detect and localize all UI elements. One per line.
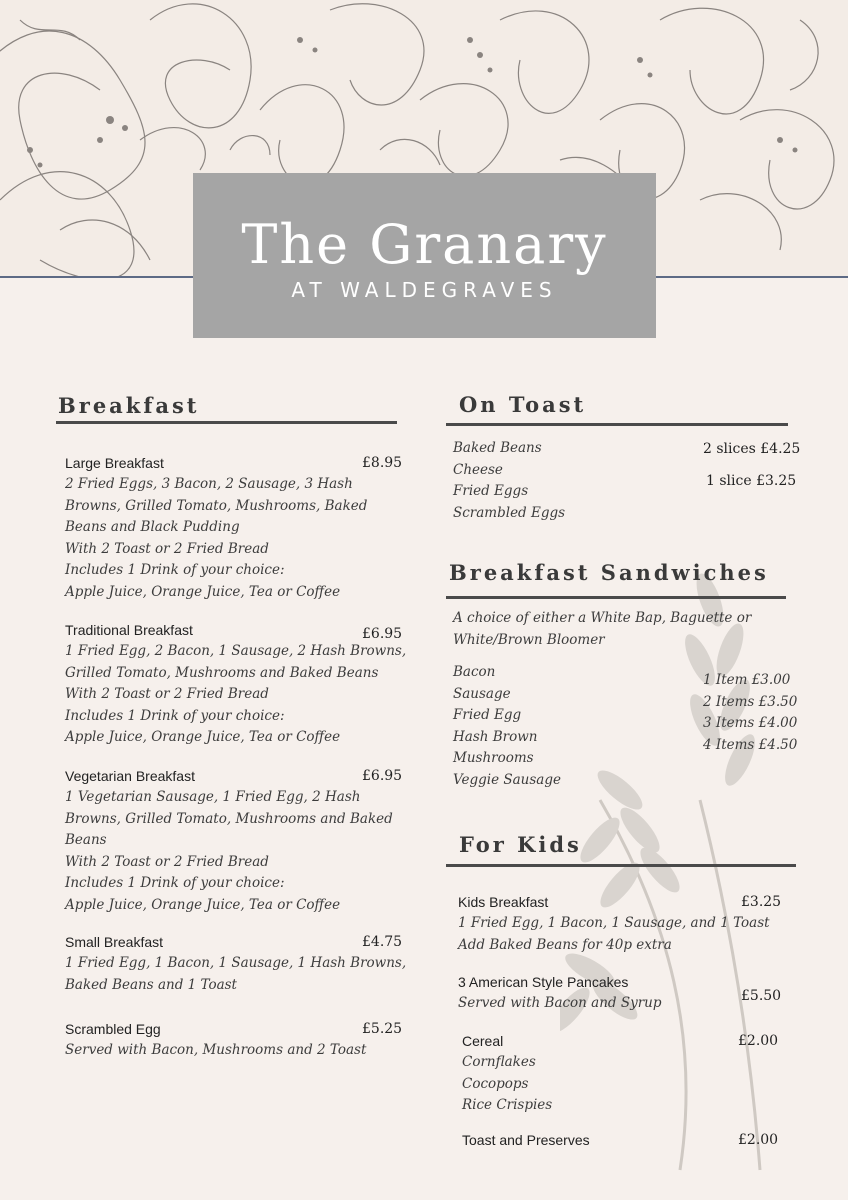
menu-item-price: £4.75: [362, 934, 403, 950]
menu-item-price: £5.25: [362, 1021, 403, 1037]
menu-item-description: 2 Fried Eggs, 3 Bacon, 2 Sausage, 3 Hash Browns, Grilled Tomato, Mushrooms, Baked Beans and Black Pudding With 2 Toast or 2 Fried Bread Includes 1 Drink of your choice: Apple Juice, Orange Juice, Tea or Coffee: [65, 476, 368, 600]
menu-item-price: £2.00: [738, 1033, 779, 1049]
menu-item-price: £5.50: [741, 988, 782, 1004]
restaurant-title: The Granary: [241, 213, 608, 276]
menu-item-name: 3 American Style Pancakes: [458, 974, 629, 990]
menu-item-name: Cereal: [462, 1033, 504, 1049]
sandwiches-rule: [446, 596, 786, 599]
on-toast-heading: On Toast: [459, 392, 587, 417]
menu-item-name: Small Breakfast: [65, 934, 164, 950]
menu-item-price: £6.95: [362, 768, 403, 784]
kids-heading: For Kids: [459, 832, 582, 857]
breakfast-heading: Breakfast: [58, 393, 200, 418]
sandwiches-intro: A choice of either a White Bap, Baguette or White/Brown Bloomer: [453, 610, 752, 648]
on-toast-price: 2 slices £4.25: [703, 441, 801, 457]
menu-item-name: Toast and Preserves: [462, 1132, 590, 1148]
menu-item-price: £8.95: [362, 455, 403, 471]
menu-item-price: £2.00: [738, 1132, 779, 1148]
on-toast-items: Baked Beans Cheese Fried Eggs Scrambled Eggs: [453, 440, 566, 521]
menu-item-description: Cornflakes Cocopops Rice Crispies: [462, 1054, 553, 1113]
menu-item-price: £6.95: [362, 626, 403, 642]
menu-item-price: £3.25: [741, 894, 782, 910]
sandwiches-heading: Breakfast Sandwiches: [449, 560, 769, 585]
menu-item-name: Scrambled Egg: [65, 1021, 161, 1037]
sandwich-prices: 1 Item £3.00 2 Items £3.50 3 Items £4.00 4 Items £4.50: [703, 672, 798, 753]
menu-item-description: Served with Bacon, Mushrooms and 2 Toast: [65, 1042, 367, 1058]
menu-item-name: Traditional Breakfast: [65, 622, 193, 638]
kids-rule: [446, 864, 796, 867]
menu-item-description: 1 Fried Egg, 1 Bacon, 1 Sausage, and 1 Toast Add Baked Beans for 40p extra: [458, 915, 770, 953]
menu-item-name: Vegetarian Breakfast: [65, 768, 195, 784]
on-toast-rule: [446, 423, 788, 426]
menu-item-description: 1 Fried Egg, 1 Bacon, 1 Sausage, 1 Hash Browns, Baked Beans and 1 Toast: [65, 955, 407, 993]
menu-item-name: Kids Breakfast: [458, 894, 549, 910]
menu-item-description: Served with Bacon and Syrup: [458, 995, 662, 1011]
menu-item-description: 1 Fried Egg, 2 Bacon, 1 Sausage, 2 Hash Browns, Grilled Tomato, Mushrooms and Baked Beans With 2 Toast or 2 Fried Bread Includes 1 Drink of your choice: Apple Juice, Orange Juice, Tea or Coffee: [65, 643, 407, 745]
title-box: [193, 173, 656, 338]
menu-item-description: 1 Vegetarian Sausage, 1 Fried Egg, 2 Hash Browns, Grilled Tomato, Mushrooms and Baked Beans With 2 Toast or 2 Fried Bread Includes 1 Drink of your choice: Apple Juice, Orange Juice, Tea or Coffee: [65, 789, 393, 913]
breakfast-rule: [56, 421, 397, 424]
menu-item-name: Large Breakfast: [65, 455, 164, 471]
on-toast-price: 1 slice £3.25: [706, 473, 797, 489]
restaurant-subtitle: AT WALDEGRAVES: [291, 278, 558, 302]
sandwich-fillings: Bacon Sausage Fried Egg Hash Brown Mushrooms Veggie Sausage: [453, 664, 561, 788]
